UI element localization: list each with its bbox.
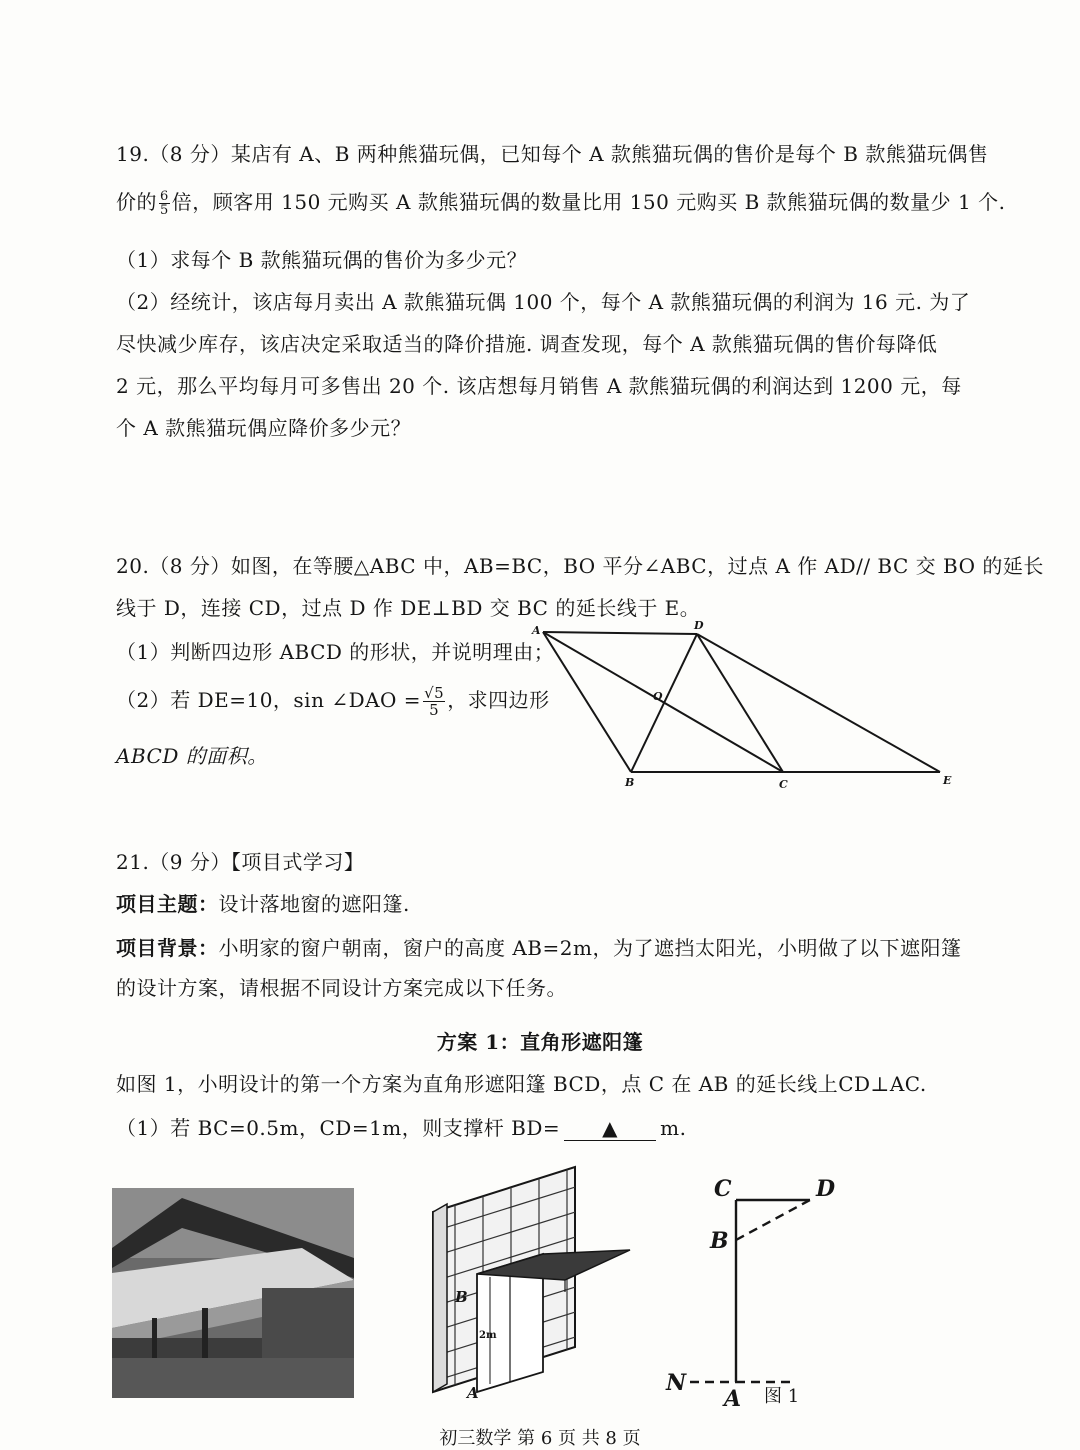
fig2-label-A: A [467, 1384, 479, 1402]
q21-task1-post: m. [660, 1116, 687, 1140]
fig1-label-B: B [710, 1228, 729, 1254]
fig2-label-height: 2m [479, 1330, 497, 1341]
q21-bg-line2: 的设计方案，请根据不同设计方案完成以下任务。 [116, 976, 567, 1000]
q21-theme-label: 项目主题： [116, 892, 219, 916]
q21-bg-line1 [116, 932, 961, 961]
q19-line2-pre: 价的 [116, 190, 157, 214]
fig2-label-B: B [455, 1288, 468, 1306]
awning-photo [112, 1188, 354, 1398]
fig20-label-E: E [943, 774, 952, 787]
q19-line2-post: 倍，顾客用 150 元购买 A 款熊猫玩偶的数量比用 150 元购买 B 款熊猫玩偶的数量少 1 个. [171, 190, 1006, 214]
q21-line1: 21.（9 分）【项目式学习】 [116, 850, 365, 874]
q20-sub2-pre: （2）若 DE=10，sin ∠DAO = [116, 688, 422, 712]
q19-frac-num: 6 [160, 189, 169, 204]
q20-frac-den: 5 [429, 701, 440, 719]
brick-wall-figure [425, 1162, 635, 1402]
q20-fraction [423, 685, 445, 718]
q19-sub2-line4: 个 A 款熊猫玩偶应降价多少元？ [116, 416, 412, 440]
q21-plan-title: 方案 1：直角形遮阳篷 [436, 1030, 644, 1054]
figure-1 [660, 1170, 1060, 1410]
q20-frac-num: √5 [424, 684, 445, 702]
q21-theme-text: 设计落地窗的遮阳篷. [218, 892, 410, 916]
q21-bg-label: 项目背景： [116, 936, 219, 960]
q20-sub2-post: ，求四边形 [447, 688, 550, 712]
fig1-caption: 图 1 [764, 1386, 800, 1407]
fig20-label-D: D [694, 620, 704, 632]
q20-sub2-line1 [116, 684, 550, 718]
q20-figure [525, 620, 965, 800]
fig1-label-D: D [816, 1176, 836, 1202]
answer-blank[interactable]: ▲ [564, 1116, 656, 1141]
fig20-label-C: C [779, 778, 788, 791]
q19-sub2-line2: 尽快减少库存，该店决定采取适当的降价措施. 调查发现，每个 A 款熊猫玩偶的售价每降低 [116, 332, 938, 356]
fig1-label-A: A [724, 1386, 742, 1410]
fig1-label-N: N [666, 1370, 687, 1396]
q19-line1: 19.（8 分）某店有 A、B 两种熊猫玩偶，已知每个 A 款熊猫玩偶的售价是每个 B 款熊猫玩偶售 [116, 142, 989, 166]
q21-bg-text: 小明家的窗户朝南，窗户的高度 AB=2m，为了遮挡太阳光，小明做了以下遮阳篷 [218, 936, 962, 960]
q20-sub2-line2: ABCD 的面积。 [116, 744, 268, 768]
q20-line2: 线于 D，连接 CD，过点 D 作 DE⊥BD 交 BC 的延长线于 E。 [116, 596, 701, 620]
fig20-label-B: B [625, 776, 635, 789]
q19-sub1: （1）求每个 B 款熊猫玩偶的售价为多少元？ [116, 248, 528, 272]
q19-fraction [159, 190, 170, 217]
fig1-label-C: C [714, 1176, 732, 1202]
q19-sub2-line3: 2 元，那么平均每月可多售出 20 个. 该店想每月销售 A 款熊猫玩偶的利润达到 1200 元，每 [116, 374, 962, 398]
fig20-label-A: A [532, 624, 541, 637]
fig20-label-O: O [653, 690, 663, 703]
q21-task1 [116, 1112, 686, 1141]
q21-task1-pre: （1）若 BC=0.5m，CD=1m，则支撑杆 BD= [116, 1116, 561, 1140]
q19-frac-den: 5 [160, 203, 169, 218]
q20-sub1: （1）判断四边形 ABCD 的形状，并说明理由； [116, 640, 555, 664]
q21-plan-desc: 如图 1，小明设计的第一个方案为直角形遮阳篷 BCD，点 C 在 AB 的延长线上CD⊥AC. [116, 1072, 927, 1096]
page-footer: 初三数学 第 6 页 共 8 页 [439, 1428, 641, 1449]
q19-sub2-line1: （2）经统计，该店每月卖出 A 款熊猫玩偶 100 个，每个 A 款熊猫玩偶的利润为 16 元. 为了 [116, 290, 971, 314]
q19-line2 [116, 186, 1005, 217]
q20-line1: 20.（8 分）如图，在等腰△ABC 中，AB=BC，BO 平分∠ABC，过点 A 作 AD// BC 交 BO 的延长 [116, 554, 1044, 578]
q21-theme [116, 888, 410, 917]
